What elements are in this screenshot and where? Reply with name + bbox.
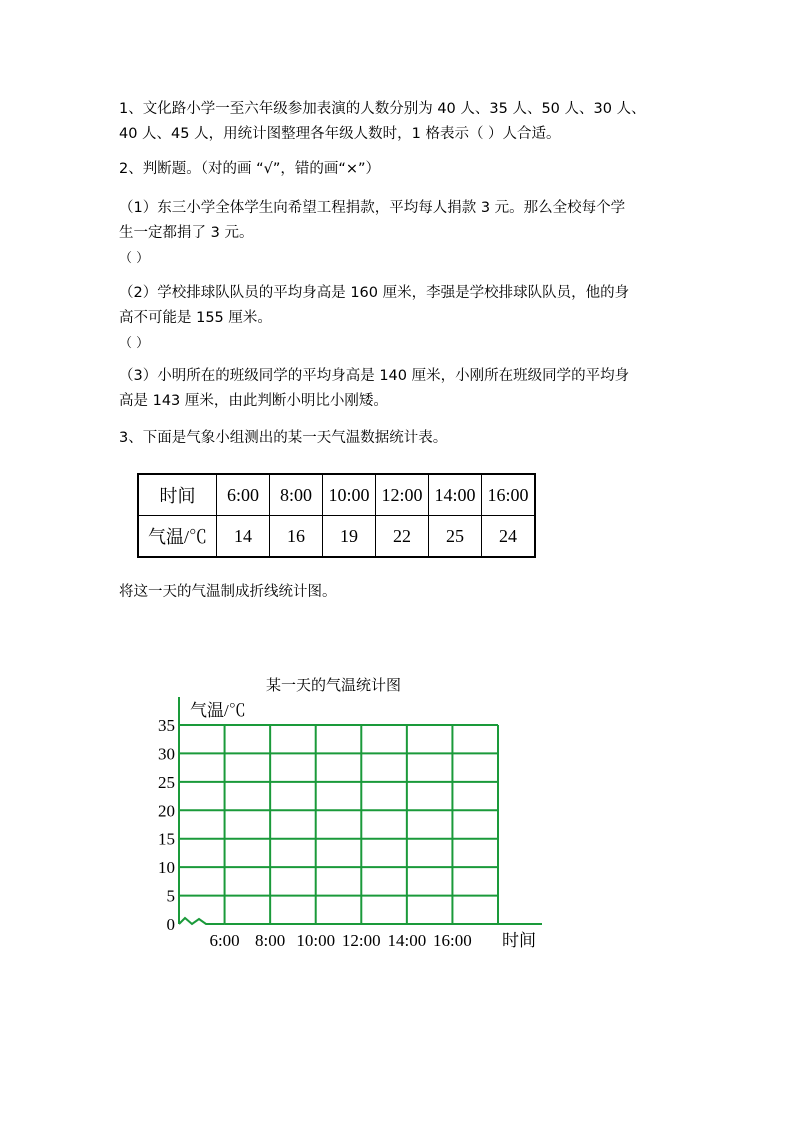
x-tick-label: 10:00	[296, 931, 336, 950]
table-cell: 19	[323, 516, 376, 558]
chart-title: 某一天的气温统计图	[266, 676, 402, 694]
table-cell: 14:00	[429, 474, 482, 516]
q2-item-3-line2: 高是 143 厘米，由此判断小明比小刚矮。	[119, 393, 388, 409]
table-cell: 8:00	[270, 474, 323, 516]
y-tick-label: 35	[158, 716, 175, 735]
table-cell: 25	[429, 516, 482, 558]
axis-break-zigzag	[179, 918, 225, 924]
y-tick-label: 0	[166, 915, 175, 934]
row-header-temp: 气温/℃	[138, 516, 217, 558]
y-tick-label: 10	[158, 858, 175, 878]
q3-heading: 3、下面是气象小组测出的某一天气温数据统计表。	[119, 430, 448, 446]
x-tick-label: 14:00	[387, 931, 427, 950]
q3-instruction: 将这一天的气温制成折线统计图。	[119, 584, 337, 600]
q2-item-2-line1: （2）学校排球队队员的平均身高是 160 厘米，李强是学校排球队队员，他的身	[119, 285, 630, 301]
table-cell: 16:00	[482, 474, 536, 516]
table-cell: 24	[482, 516, 536, 558]
y-tick-label: 30	[158, 744, 175, 764]
q2-item-2-line2: 高不可能是 155 厘米。	[119, 310, 272, 326]
x-tick-label: 8:00	[255, 931, 286, 950]
table-cell: 6:00	[217, 474, 270, 516]
table-cell: 12:00	[376, 474, 429, 516]
q2-heading: 2、判断题。（对的画 “√”，错的画“×”）	[119, 161, 381, 177]
q2-item-1-line1: （1）东三小学全体学生向希望工程捐款，平均每人捐款 3 元。那么全校每个学	[119, 200, 626, 216]
x-tick-label: 6:00	[209, 931, 240, 950]
x-tick-label: 16:00	[433, 931, 472, 950]
table-cell: 10:00	[323, 474, 376, 516]
q2-item-2-answer[interactable]: （ ）	[119, 336, 150, 351]
table-cell: 16	[270, 516, 323, 558]
x-axis-label: 时间	[502, 931, 536, 950]
x-tick-label: 12:00	[341, 931, 381, 950]
y-tick-label: 15	[158, 829, 175, 849]
table-cell: 22	[376, 516, 429, 558]
q2-item-1-line2: 生一定都捐了 3 元。	[119, 225, 254, 241]
table-cell: 14	[217, 516, 270, 558]
y-tick-label: 20	[158, 801, 175, 821]
y-tick-label: 25	[158, 772, 175, 792]
q1-line1: 1、文化路小学一至六年级参加表演的人数分别为 40 人、35 人、50 人、30 人、	[119, 101, 646, 117]
row-header-time: 时间	[138, 474, 217, 516]
q1-line2: 40 人、45 人，用统计图整理各年级人数时，1 格表示（ ）人合适。	[119, 126, 561, 142]
y-tick-label: 5	[166, 886, 175, 906]
y-axis-label: 气温/℃	[190, 701, 246, 720]
q2-item-1-answer[interactable]: （ ）	[119, 251, 150, 266]
q2-item-3-line1: （3）小明所在的班级同学的平均身高是 140 厘米，小刚所在班级同学的平均身	[119, 368, 630, 384]
